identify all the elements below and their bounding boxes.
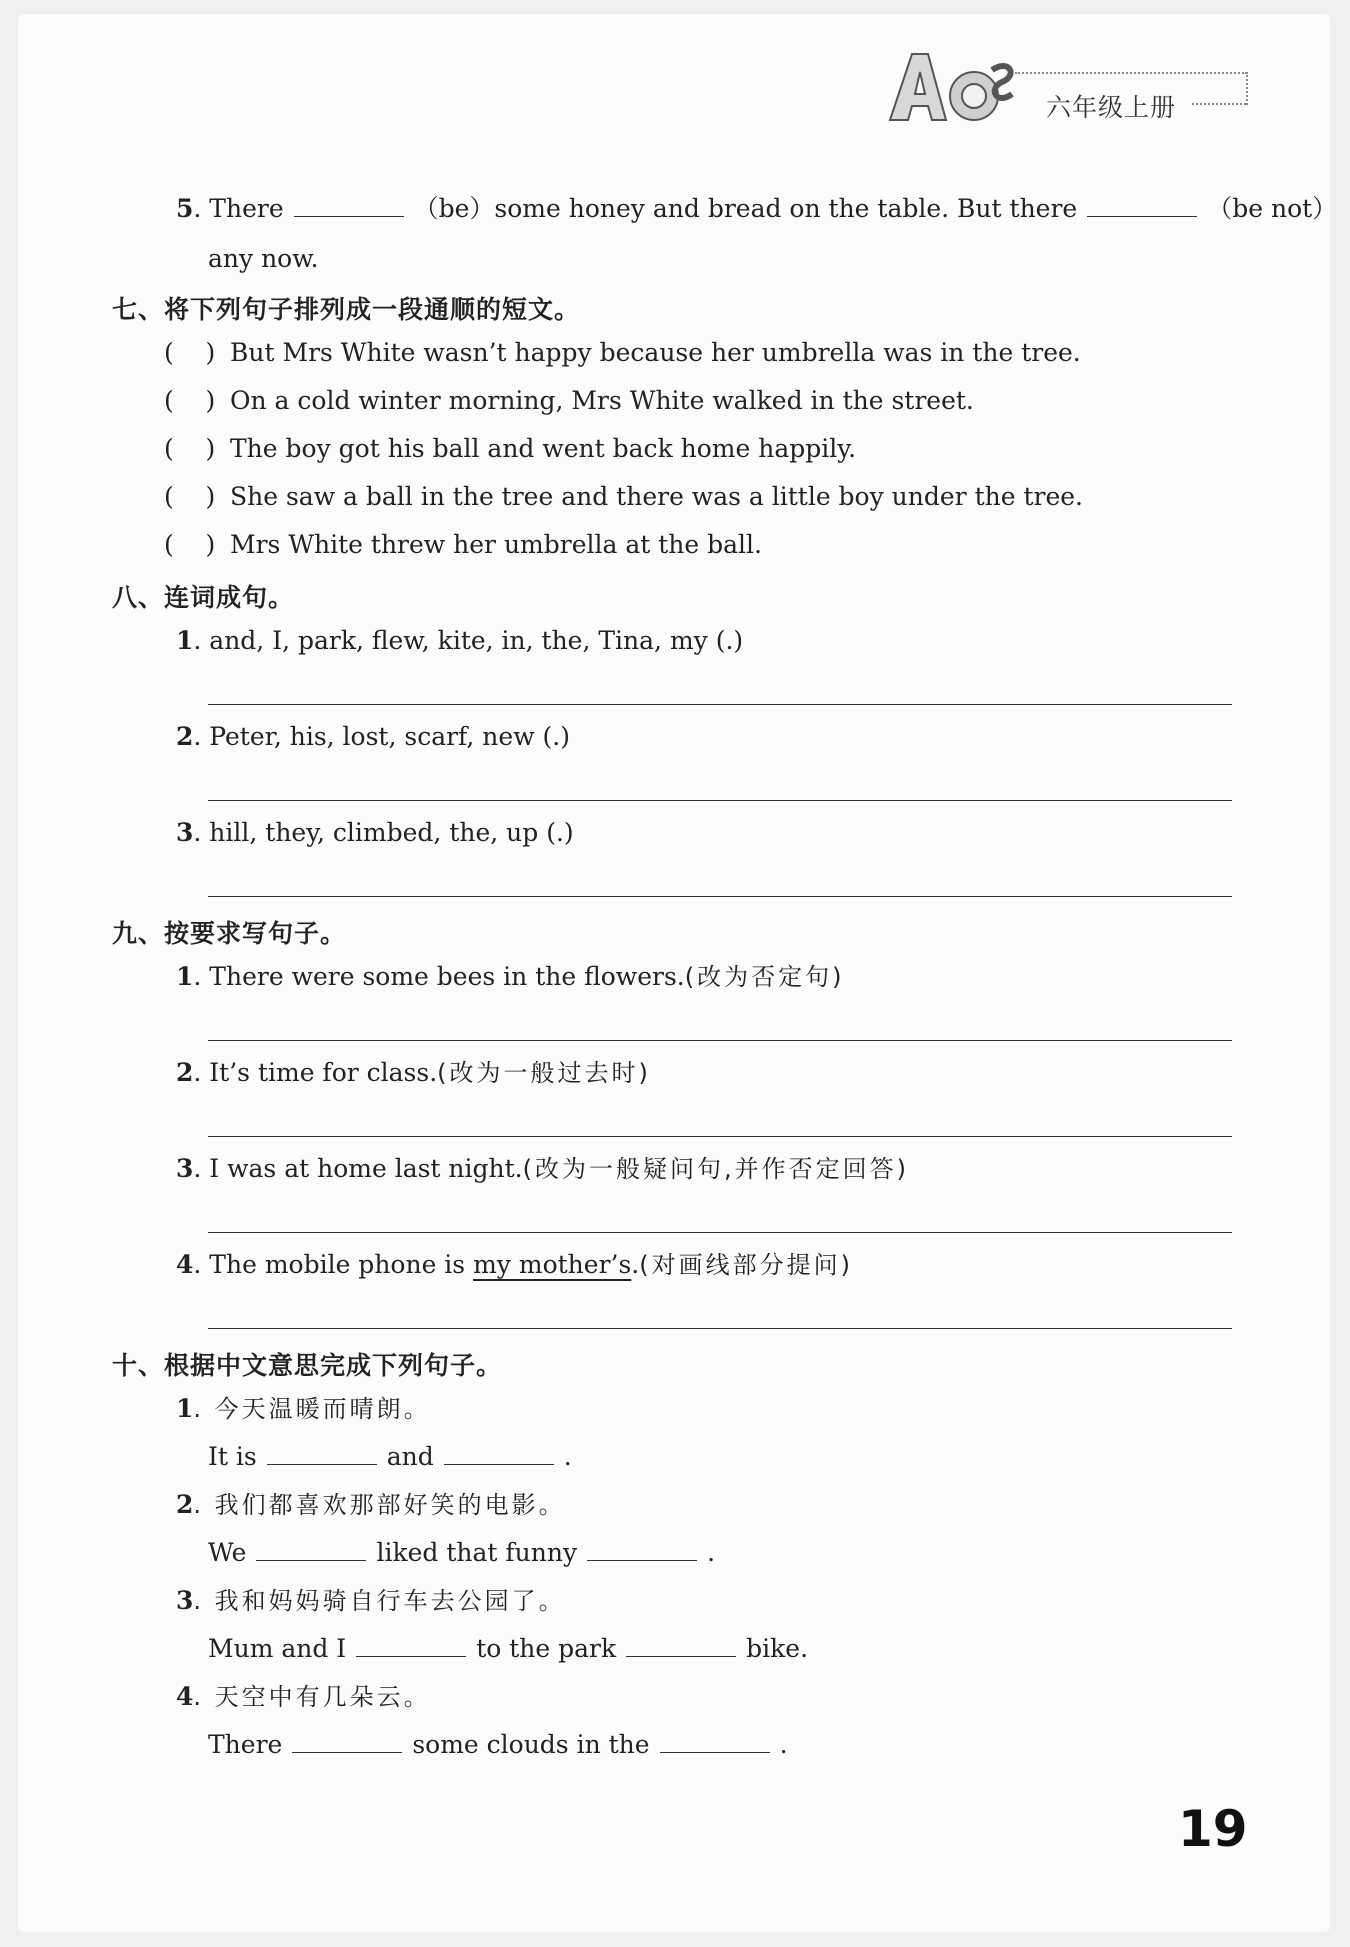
answer-blank[interactable] [256,1540,366,1561]
underlined-phrase: my mother’s [473,1250,632,1279]
word-order-item: 3. hill, they, climbed, the, up (.) [176,818,574,847]
answer-line[interactable] [208,1136,1232,1137]
rewrite-item: 3. I was at home last night.(改为一般疑问句,并作否定回答) [176,1154,909,1183]
q-item-5: 5. There （be）some honey and bread on the table. But there （be not） [176,194,1338,223]
header-dotted-rule-end [1192,103,1246,105]
order-item: ( ) On a cold winter morning, Mrs White walked in the street. [164,386,974,415]
order-slot[interactable]: ( ) [164,482,216,511]
order-item: ( ) But Mrs White wasn’t happy because her umbrella was in the tree. [164,338,1081,367]
order-item: ( ) She saw a ball in the tree and there was a little boy under the tree. [164,482,1084,511]
header-dotted-rule-right [1246,72,1248,105]
answer-blank[interactable] [267,1444,377,1465]
answer-blank[interactable] [1087,196,1197,217]
answer-line[interactable] [208,1328,1232,1329]
order-slot[interactable]: ( ) [164,338,216,367]
ace-logo [884,48,1019,128]
q-item-5-continued: any now. [208,244,319,273]
section-10-title: 十、根据中文意思完成下列句子。 [112,1351,503,1380]
answer-blank[interactable] [356,1636,466,1657]
section-9-title: 九、按要求写句子。 [112,919,347,948]
word-order-item: 1. and, I, park, flew, kite, in, the, Tina, my (.) [176,626,744,655]
answer-blank[interactable] [444,1444,554,1465]
section-8-title: 八、连词成句。 [112,583,295,612]
rewrite-item: 1. There were some bees in the flowers.(改为否定句) [176,962,845,991]
translation-prompt: 1. 今天温暖而晴朗。 [176,1394,431,1423]
rewrite-item: 4. The mobile phone is my mother’s.(对画线部分提问) [176,1250,853,1279]
page-number: 19 [1178,1800,1248,1858]
answer-line[interactable] [208,800,1232,801]
translation-sentence: We liked that funny . [208,1538,716,1567]
order-item: ( ) The boy got his ball and went back home happily. [164,434,857,463]
answer-blank[interactable] [587,1540,697,1561]
answer-blank[interactable] [660,1732,770,1753]
answer-line[interactable] [208,1040,1232,1041]
order-slot[interactable]: ( ) [164,530,216,559]
word-order-item: 2. Peter, his, lost, scarf, new (.) [176,722,571,751]
translation-prompt: 4. 天空中有几朵云。 [176,1682,431,1711]
answer-line[interactable] [208,704,1232,705]
answer-blank[interactable] [294,196,404,217]
translation-sentence: It is and . [208,1442,572,1471]
translation-prompt: 2. 我们都喜欢那部好笑的电影。 [176,1490,566,1519]
answer-line[interactable] [208,896,1232,897]
section-7-title: 七、将下列句子排列成一段通顺的短文。 [112,295,581,324]
translation-sentence: There some clouds in the . [208,1730,788,1759]
header-dotted-rule [1015,72,1247,74]
order-item: ( ) Mrs White threw her umbrella at the ball. [164,530,762,559]
order-slot[interactable]: ( ) [164,434,216,463]
answer-line[interactable] [208,1232,1232,1233]
answer-blank[interactable] [626,1636,736,1657]
answer-blank[interactable] [292,1732,402,1753]
translation-prompt: 3. 我和妈妈骑自行车去公园了。 [176,1586,566,1615]
order-slot[interactable]: ( ) [164,386,216,415]
rewrite-item: 2. It’s time for class.(改为一般过去时) [176,1058,651,1087]
translation-sentence: Mum and I to the park bike. [208,1634,809,1663]
grade-label: 六年级上册 [1046,93,1177,122]
